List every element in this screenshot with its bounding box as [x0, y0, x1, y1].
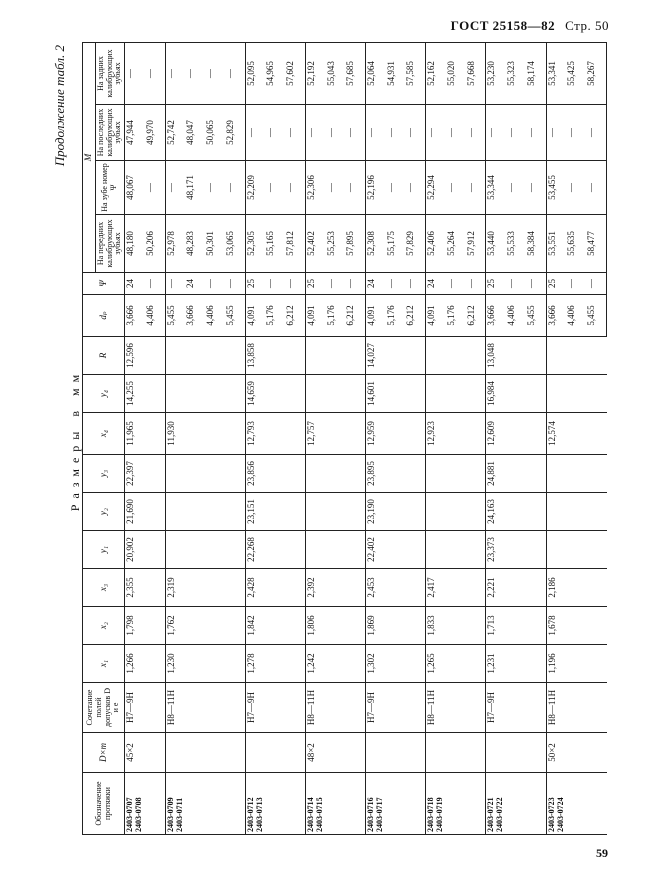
table-cell: 57,912 — [466, 215, 486, 273]
table-cell — [305, 455, 365, 493]
table-cell: 22,268 — [245, 531, 305, 569]
table-row — [165, 43, 185, 835]
table-cell: — — [526, 161, 546, 215]
designation-code: 2403-0715 — [314, 797, 324, 832]
table-cell: 48×2 — [305, 733, 365, 773]
table-cell: 57,812 — [285, 215, 305, 273]
table-cell: — — [225, 161, 245, 215]
designation-cell — [305, 773, 365, 835]
rotated-table-area — [52, 45, 612, 835]
table-cell: 52,406 — [426, 215, 446, 273]
table-cell — [486, 733, 546, 773]
table-cell — [426, 733, 486, 773]
table-cell: — — [165, 43, 185, 105]
table-cell: 1,278 — [245, 645, 305, 683]
table-cell: H7—9H — [245, 683, 305, 733]
table-cell: 25 — [546, 273, 566, 295]
table-cell: — — [405, 161, 425, 215]
table-row — [305, 43, 325, 835]
table-cell: 11,930 — [165, 413, 245, 455]
table-cell: 57,602 — [285, 43, 305, 105]
table-cell: H8—11H — [305, 683, 365, 733]
col-m-rear: На задних калибрующих зубьях — [95, 43, 124, 105]
designation-code: 2403-0711 — [174, 797, 184, 832]
table-cell: 4,406 — [205, 295, 225, 337]
table-cell: 11,965 — [125, 413, 165, 455]
table-cell: 50,065 — [205, 105, 225, 161]
table-row — [546, 43, 566, 835]
table-cell: 25 — [245, 273, 265, 295]
table-cell: 1,798 — [125, 607, 165, 645]
designation-code: 2403-0708 — [134, 797, 144, 832]
table-cell: 52,829 — [225, 105, 245, 161]
table-cell: — — [446, 105, 466, 161]
table-caption: Продолжение табл. 2 — [52, 45, 67, 167]
table-cell: 53,344 — [486, 161, 506, 215]
table-cell: 55,533 — [506, 215, 526, 273]
table-cell: H8—11H — [546, 683, 606, 733]
col-dp: dₚ — [83, 295, 125, 337]
table-cell: — — [526, 273, 546, 295]
table-cell: 52,162 — [426, 43, 446, 105]
table-cell: 12,609 — [486, 413, 546, 455]
table-cell: 25 — [305, 273, 325, 295]
table-cell: — — [546, 105, 566, 161]
dimensions-title: Размеры в мм — [68, 368, 82, 512]
table-cell: 48,180 — [125, 215, 145, 273]
table-cell — [165, 733, 245, 773]
table-cell: — — [326, 161, 346, 215]
table-cell: — — [125, 43, 145, 105]
table-cell: — — [486, 105, 506, 161]
table-cell: 54,931 — [386, 43, 406, 105]
standard-number: ГОСТ 25158—82 — [450, 18, 556, 33]
table-cell: 1,842 — [245, 607, 305, 645]
table-cell: 49,970 — [145, 105, 165, 161]
table-cell — [426, 337, 486, 375]
table-cell: 53,065 — [225, 215, 245, 273]
designation-code: 2403-0722 — [495, 797, 505, 832]
table-cell: — — [506, 161, 526, 215]
table-cell: 52,402 — [305, 215, 325, 273]
table-cell: 4,091 — [305, 295, 325, 337]
table-cell: — — [326, 105, 346, 161]
designation-code: 2403-0716 — [366, 797, 376, 832]
col-m-tooth: На зубе номер Ψ — [95, 161, 124, 215]
table-cell: 3,666 — [125, 295, 145, 337]
table-cell: 52,294 — [426, 161, 446, 215]
table-cell: 50,206 — [145, 215, 165, 273]
table-cell: — — [265, 273, 285, 295]
table-cell: 14,601 — [366, 375, 426, 413]
table-cell: — — [305, 105, 325, 161]
table-cell: 12,757 — [305, 413, 365, 455]
table-cell: 3,666 — [546, 295, 566, 337]
table-cell: 4,091 — [245, 295, 265, 337]
table-cell: 12,923 — [426, 413, 486, 455]
table-cell — [305, 375, 365, 413]
table-cell: — — [145, 43, 165, 105]
table-cell: 4,091 — [426, 295, 446, 337]
table-cell: 5,176 — [265, 295, 285, 337]
table-cell: 1,265 — [426, 645, 486, 683]
table-cell — [305, 493, 365, 531]
table-cell: 1,231 — [486, 645, 546, 683]
designation-cell — [426, 773, 486, 835]
table-cell: — — [285, 273, 305, 295]
table-cell: 57,668 — [466, 43, 486, 105]
table-cell: 2,186 — [546, 569, 606, 607]
table-cell — [546, 375, 606, 413]
table-cell — [165, 455, 245, 493]
table-cell: 58,477 — [586, 215, 606, 273]
table-cell: 1,713 — [486, 607, 546, 645]
table-cell: 54,965 — [265, 43, 285, 105]
col-y3: y₃ — [83, 455, 125, 493]
table-cell: 24,163 — [486, 493, 546, 531]
table-cell: 1,302 — [366, 645, 426, 683]
table-cell: — — [165, 273, 185, 295]
table-cell — [426, 493, 486, 531]
table-cell — [165, 531, 245, 569]
designation-code: 2403-0713 — [254, 797, 264, 832]
table-cell: 4,406 — [506, 295, 526, 337]
table-cell: 55,043 — [326, 43, 346, 105]
table-cell: 6,212 — [405, 295, 425, 337]
table-cell: 24 — [366, 273, 386, 295]
table-cell: 55,635 — [566, 215, 586, 273]
table-cell: 14,027 — [366, 337, 426, 375]
table-cell: 55,264 — [446, 215, 466, 273]
designation-cell — [366, 773, 426, 835]
table-cell: — — [446, 161, 466, 215]
col-m-front: На передних калибрующих зубьях — [95, 215, 124, 273]
table-cell: 21,690 — [125, 493, 165, 531]
col-y1: y₁ — [83, 531, 125, 569]
table-cell: 25 — [486, 273, 506, 295]
table-cell: H8—11H — [426, 683, 486, 733]
table-cell: 5,455 — [165, 295, 185, 337]
table-cell: — — [285, 161, 305, 215]
table-cell: 52,095 — [245, 43, 265, 105]
table-cell: 1,806 — [305, 607, 365, 645]
table-cell: 55,020 — [446, 43, 466, 105]
table-cell: 23,151 — [245, 493, 305, 531]
table-cell: — — [566, 273, 586, 295]
table-cell: 4,406 — [566, 295, 586, 337]
table-cell: 52,192 — [305, 43, 325, 105]
table-cell — [165, 337, 245, 375]
table-cell: — — [285, 105, 305, 161]
table-cell: 3,666 — [185, 295, 205, 337]
table-cell: H7—9H — [125, 683, 165, 733]
table-cell: 6,212 — [345, 295, 365, 337]
table-cell: — — [265, 161, 285, 215]
table-cell: 2,453 — [366, 569, 426, 607]
table-cell: 16,984 — [486, 375, 546, 413]
table-cell: — — [345, 273, 365, 295]
table-cell: 52,308 — [366, 215, 386, 273]
table-cell: — — [566, 161, 586, 215]
table-cell: 55,425 — [566, 43, 586, 105]
table-cell — [546, 493, 606, 531]
table-cell: 53,455 — [546, 161, 566, 215]
table-cell: — — [265, 105, 285, 161]
table-cell: 14,255 — [125, 375, 165, 413]
table-cell: 58,384 — [526, 215, 546, 273]
table-cell: 5,176 — [326, 295, 346, 337]
table-cell: 12,574 — [546, 413, 606, 455]
table-cell: — — [405, 273, 425, 295]
table-cell: 48,047 — [185, 105, 205, 161]
table-cell: — — [366, 105, 386, 161]
table-cell: 22,402 — [366, 531, 426, 569]
col-m-group: M — [83, 43, 96, 273]
table-cell: 52,209 — [245, 161, 265, 215]
table-cell: 23,190 — [366, 493, 426, 531]
col-psi: Ψ — [83, 273, 125, 295]
table-cell: 24 — [185, 273, 205, 295]
table-cell: 23,373 — [486, 531, 546, 569]
table-cell — [245, 733, 305, 773]
table-cell — [426, 531, 486, 569]
table-cell: 22,397 — [125, 455, 165, 493]
page-header — [451, 18, 609, 34]
table-cell: 52,742 — [165, 105, 185, 161]
table-cell: 2,221 — [486, 569, 546, 607]
table-row — [366, 43, 386, 835]
table-cell: — — [145, 161, 165, 215]
designation-code: 2403-0712 — [245, 797, 255, 832]
table-cell: — — [586, 161, 606, 215]
table-cell: 2,428 — [245, 569, 305, 607]
table-cell: 52,306 — [305, 161, 325, 215]
col-x3: x₃ — [83, 569, 125, 607]
table-row — [125, 43, 145, 835]
table-cell: — — [446, 273, 466, 295]
table-cell — [165, 375, 245, 413]
designation-code: 2403-0707 — [125, 797, 135, 832]
table-cell: 47,944 — [125, 105, 145, 161]
table-cell: 58,267 — [586, 43, 606, 105]
col-dxm: D×m — [83, 733, 125, 773]
table-cell: 52,064 — [366, 43, 386, 105]
table-cell: 53,230 — [486, 43, 506, 105]
table-cell: 1,762 — [165, 607, 245, 645]
table-cell: 4,091 — [366, 295, 386, 337]
table-cell: — — [466, 161, 486, 215]
table-cell: — — [386, 273, 406, 295]
table-cell: 57,895 — [345, 215, 365, 273]
table-cell: 2,392 — [305, 569, 365, 607]
table-cell — [305, 531, 365, 569]
col-x1: x₁ — [83, 645, 125, 683]
table-cell: — — [205, 43, 225, 105]
table-cell: — — [466, 273, 486, 295]
table-cell: 12,793 — [245, 413, 305, 455]
table-cell: 6,212 — [285, 295, 305, 337]
table-cell: 5,176 — [386, 295, 406, 337]
table-cell: 12,596 — [125, 337, 165, 375]
table-cell: — — [466, 105, 486, 161]
table-cell — [366, 733, 426, 773]
table-cell: — — [386, 105, 406, 161]
designation-code: 2403-0724 — [555, 797, 565, 832]
table-cell: 2,417 — [426, 569, 486, 607]
table-cell — [165, 493, 245, 531]
dimensions-table — [82, 42, 607, 835]
table-cell: 5,176 — [446, 295, 466, 337]
table-row — [486, 43, 506, 835]
table-cell: 5,455 — [586, 295, 606, 337]
table-cell: 5,455 — [225, 295, 245, 337]
table-cell: 48,067 — [125, 161, 145, 215]
table-cell: 2,355 — [125, 569, 165, 607]
table-cell: 24,881 — [486, 455, 546, 493]
table-cell: 12,959 — [366, 413, 426, 455]
table-cell: 20,902 — [125, 531, 165, 569]
col-y4: y₄ — [83, 375, 125, 413]
table-cell: 55,323 — [506, 43, 526, 105]
table-cell: 45×2 — [125, 733, 165, 773]
table-cell: — — [145, 273, 165, 295]
table-cell — [546, 455, 606, 493]
table-cell: 55,253 — [326, 215, 346, 273]
table-cell: — — [245, 105, 265, 161]
col-r: R — [83, 337, 125, 375]
designation-cell — [486, 773, 546, 835]
table-cell: 57,585 — [405, 43, 425, 105]
table-cell: 2,319 — [165, 569, 245, 607]
table-cell — [546, 337, 606, 375]
table-row — [426, 43, 446, 835]
table-cell: — — [405, 105, 425, 161]
col-tolerance: Сочетание полей допусков D и e — [83, 683, 125, 733]
table-cell: — — [326, 273, 346, 295]
table-cell: 48,283 — [185, 215, 205, 273]
designation-code: 2403-0719 — [435, 797, 445, 832]
table-cell: — — [566, 105, 586, 161]
table-cell: — — [345, 105, 365, 161]
table-cell: — — [586, 105, 606, 161]
table-cell: — — [345, 161, 365, 215]
table-cell: — — [205, 273, 225, 295]
table-cell: 1,678 — [546, 607, 606, 645]
designation-code: 2403-0709 — [165, 797, 175, 832]
table-cell: — — [526, 105, 546, 161]
designation-code: 2403-0714 — [305, 797, 315, 832]
designation-cell — [165, 773, 245, 835]
table-cell: 24 — [426, 273, 446, 295]
table-cell: 24 — [125, 273, 145, 295]
table-cell: — — [506, 105, 526, 161]
designation-code: 2403-0723 — [546, 797, 556, 832]
table-cell — [546, 531, 606, 569]
table-row — [245, 43, 265, 835]
table-body — [125, 43, 607, 835]
table-cell: 1,242 — [305, 645, 365, 683]
table-cell: 52,978 — [165, 215, 185, 273]
table-cell: — — [586, 273, 606, 295]
table-cell: 55,165 — [265, 215, 285, 273]
table-cell: — — [205, 161, 225, 215]
col-y2: y₂ — [83, 493, 125, 531]
designation-cell — [245, 773, 305, 835]
page-number: 59 — [596, 846, 608, 860]
table-cell: H8—11H — [165, 683, 245, 733]
table-cell: 1,196 — [546, 645, 606, 683]
table-cell: 1,869 — [366, 607, 426, 645]
designation-code: 2403-0718 — [426, 797, 436, 832]
col-m-last: На последних калибрующих зубьях — [95, 105, 124, 161]
table-cell: — — [165, 161, 185, 215]
table-cell: 23,895 — [366, 455, 426, 493]
col-designation: Обозначение протяжки — [83, 773, 125, 835]
designation-code: 2403-0721 — [486, 797, 496, 832]
table-cell: 5,455 — [526, 295, 546, 337]
table-cell: 3,666 — [486, 295, 506, 337]
table-cell: H7—9H — [486, 683, 546, 733]
table-cell: 57,829 — [405, 215, 425, 273]
table-cell: 4,406 — [145, 295, 165, 337]
table-cell: 52,196 — [366, 161, 386, 215]
table-cell: 52,305 — [245, 215, 265, 273]
table-cell: H7—9H — [366, 683, 426, 733]
table-cell: — — [426, 105, 446, 161]
table-cell — [426, 455, 486, 493]
table-cell — [305, 337, 365, 375]
table-cell: 50×2 — [546, 733, 606, 773]
table-cell: — — [185, 43, 205, 105]
table-cell: — — [386, 161, 406, 215]
table-cell — [426, 375, 486, 413]
table-cell: 6,212 — [466, 295, 486, 337]
table-cell: 1,230 — [165, 645, 245, 683]
table-cell: 55,175 — [386, 215, 406, 273]
table-cell: 53,551 — [546, 215, 566, 273]
table-cell: 1,266 — [125, 645, 165, 683]
table-cell: 53,341 — [546, 43, 566, 105]
rotated-content — [52, 45, 612, 835]
table-cell: 23,856 — [245, 455, 305, 493]
page-label: Стр. 50 — [565, 18, 609, 33]
table-cell: 53,440 — [486, 215, 506, 273]
col-x4: x₄ — [83, 413, 125, 455]
designation-code: 2403-0717 — [375, 797, 385, 832]
designation-cell — [546, 773, 606, 835]
table-cell: 13,048 — [486, 337, 546, 375]
table-cell: 14,659 — [245, 375, 305, 413]
table-cell: 58,174 — [526, 43, 546, 105]
table-cell: 48,171 — [185, 161, 205, 215]
table-cell: 57,685 — [345, 43, 365, 105]
table-cell: 50,301 — [205, 215, 225, 273]
col-x2: x₂ — [83, 607, 125, 645]
table-cell: — — [506, 273, 526, 295]
table-cell: 1,833 — [426, 607, 486, 645]
table-cell: — — [225, 43, 245, 105]
table-cell: 13,858 — [245, 337, 305, 375]
designation-cell — [125, 773, 165, 835]
table-cell: — — [225, 273, 245, 295]
